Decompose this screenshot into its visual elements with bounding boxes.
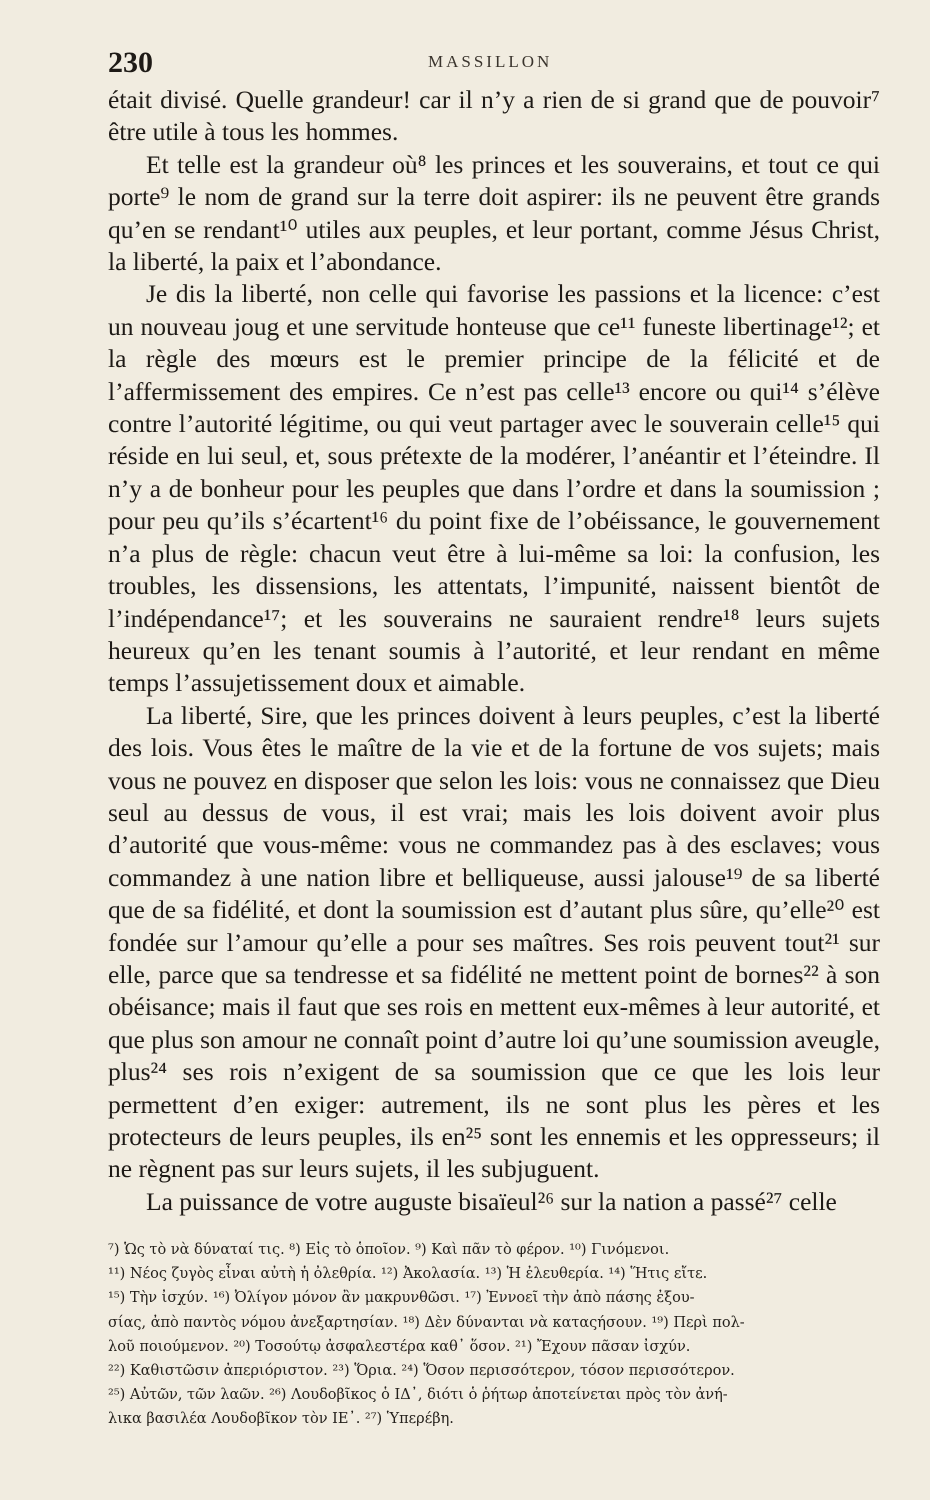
paragraph: Et telle est la grandeur où⁸ les princes et les souverains, et tout ce qui porte⁹ le nom de grand sur la terre doit aspirer: ils ne peuvent être grands qu’en se rendant¹⁰ utiles aux peuples, et leur portant, comme Jésus Christ, la liberté, la paix et l’abondance. xyxy=(108,149,880,277)
running-title: MASSILLON xyxy=(428,52,553,71)
footnotes xyxy=(108,1238,888,1432)
footnote-line: λικα βασιλέα Λουδοβῖκον τὸν ΙΕ᾽. ²⁷) Ὑπερέβη. xyxy=(108,1411,454,1428)
paragraph: La liberté, Sire, que les princes doivent à leurs peuples, c’est la liberté des lois. Vous êtes le maître de la vie et de la fortune de vos sujets; mais vous ne pouvez en disposer que selon les lois: vous ne connaissez que Dieu seul au dessus de vous, il est vrai; mais les lois doivent avoir plus d’autorité que vous-même: vous ne commandez pas à des esclaves; vous commandez à une nation libre et belliqueuse, aussi jalouse¹⁹ de sa liberté que de sa fidélité, et dont la soumission est d’autant plus sûre, qu’elle²⁰ est fondée sur l’amour qu’elle a pour ses maîtres. Ses rois peuvent tout²¹ sur elle, parce que sa tendresse et sa fidélité ne mettent point de bornes²² à son obéisance; mais il faut que ses rois en mettent eux-mêmes à leur autorité, et que plus son amour ne connaît point d’autre loi qu’une soumission aveugle, plus²⁴ ses rois n’exigent de sa soumission que ce que les lois leur permettent d’en exiger: autrement, ils ne sont plus les pères et les protecteurs de leurs peuples, ils en²⁵ sont les ennemis et les oppresseurs; il ne règnent pas sur leurs sujets, il les subjuguent. xyxy=(108,700,880,1184)
paragraph: était divisé. Quelle grandeur! car il n’y a rien de si grand que de pouvoir⁷ être utile à tous les hommes. xyxy=(108,85,880,147)
footnote-line: σίας, ἀπὸ παντὸς νόμου ἀνεξαρτησίαν. ¹⁸) Δὲν δύνανται νὰ καταςήσουν. ¹⁹) Περὶ πολ- xyxy=(108,1314,745,1331)
paragraph: Je dis la liberté, non celle qui favorise les passions et la licence: c’est un nouveau joug et une servitude honteuse que ce¹¹ funeste libertinage¹²; et la règle des mœurs est le premier principe de la félicité et de l’affermissement des empires. Ce n’est pas celle¹³ encore ou qui¹⁴ s’élève contre l’autorité légitime, ou qui veut partager avec le souverain celle¹⁵ qui réside en lui seul, et, sous prétexte de la modérer, l’anéantir et l’éteindre. Il n’y a de bonheur pour les peuples que dans l’ordre et dans la soumission ; pour peu qu’ils s’écartent¹⁶ du point fixe de l’obéissance, le gouvernement n’a plus de règle: chacun veut être à lui-même sa loi: la confusion, les troubles, les dissensions, les attentats, l’impunité, naissent bientôt de l’indépendance¹⁷; et les souverains ne sauraient rendre¹⁸ leurs sujets heureux qu’en les tenant soumis à l’autorité, et leur rendant en même temps l’assujetissement doux et aimable. xyxy=(108,279,880,698)
paragraph: La puissance de votre auguste bisaïeul²⁶ sur la nation a passé²⁷ celle xyxy=(146,1186,837,1216)
footnote-line: λοῦ ποιούμενον. ²⁰) Τοσούτῳ ἀσφαλεστέρα καθ᾽ ὅσον. ²¹) Ἔχουν πᾶσαν ἰσχύν. xyxy=(108,1338,691,1355)
page-header xyxy=(108,46,870,86)
footnote-line: ²²) Καθιστῶσιν ἀπεριόριστον. ²³) Ὅρια. ²⁴) Ὅσον περισσότερον, τόσον περισσότερον. xyxy=(108,1363,735,1380)
footnote-line: ¹¹) Νέος ζυγὸς εἶναι αὐτὴ ἡ ὀλεθρία. ¹²) Ἀκολασία. ¹³) Ἡ ἐλευθερία. ¹⁴) Ἥτις εἴτε. xyxy=(108,1266,708,1283)
body-text xyxy=(108,84,880,1218)
page-number: 230 xyxy=(108,46,153,79)
footnote-line: ⁷) Ὡς τὸ νὰ δύναταί τις. ⁸) Εἰς τὸ ὁποῖον. ⁹) Καὶ πᾶν τὸ φέρον. ¹⁰) Γινόμενοι. xyxy=(108,1242,670,1258)
footnote-line: ¹⁵) Τὴν ἰσχύν. ¹⁶) Ὀλίγον μόνον ἂν μακρυνθῶσι. ¹⁷) Ἐννοεῖ τὴν ἀπὸ πάσης ἐξου- xyxy=(108,1290,695,1307)
footnote-line: ²⁵) Αὐτῶν, τῶν λαῶν. ²⁶) Λουδοβῖκος ὁ ΙΔ᾽, διότι ὁ ῥήτωρ ἀποτείνεται πρὸς τὸν ἀνή- xyxy=(108,1387,728,1404)
